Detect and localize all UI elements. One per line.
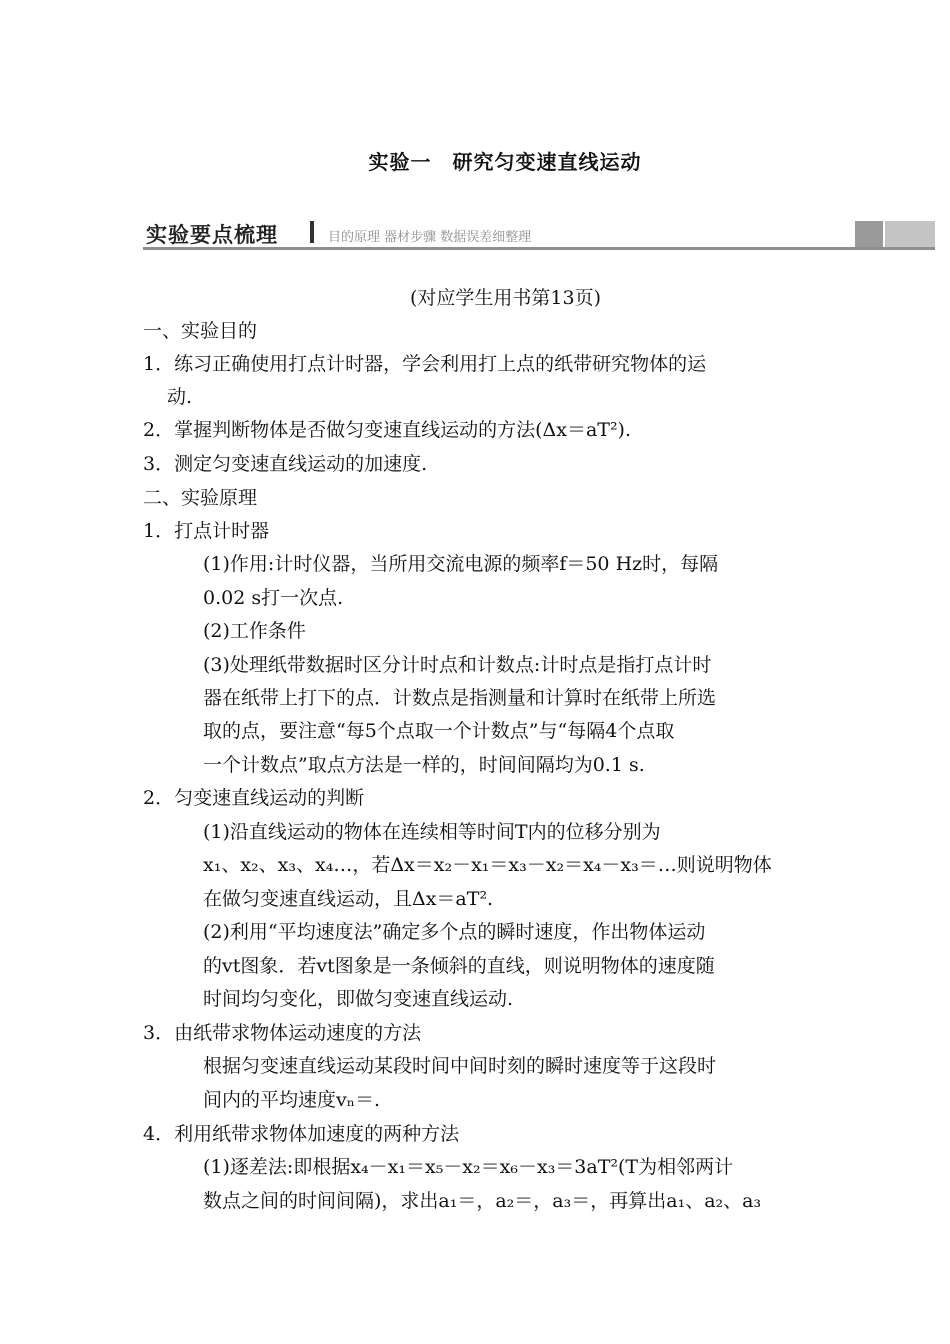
banner-subtitle: 目的原理 器材步骤 数据误差细整理 — [328, 230, 532, 245]
text-line: 3．测定匀变速直线运动的加速度. — [143, 453, 428, 475]
text-line: (3)处理纸带数据时区分计时点和计数点:计时点是指打点计时 — [203, 654, 712, 676]
text-line: 间内的平均速度vₙ＝. — [203, 1089, 380, 1111]
banner-block-light — [885, 221, 935, 247]
text-line: 1．练习正确使用打点计时器，学会利用打上点的纸带研究物体的运 — [143, 353, 707, 375]
subsection-heading: 3．由纸带求物体运动速度的方法 — [143, 1022, 422, 1044]
section-banner — [143, 216, 935, 250]
text-line: (1)逐差法:即根据x₄－x₁＝x₅－x₂＝x₆－x₃＝3aT²(T为相邻两计 — [203, 1156, 734, 1178]
text-line: (1)沿直线运动的物体在连续相等时间T内的位移分别为 — [203, 821, 661, 843]
section-heading: 一、实验目的 — [143, 320, 258, 342]
banner-block-dark — [855, 221, 883, 247]
section-heading: 二、实验原理 — [143, 487, 258, 509]
text-line: 在做匀变速直线运动，且Δx＝aT². — [203, 888, 494, 910]
text-line: 根据匀变速直线运动某段时间中间时刻的瞬时速度等于这段时 — [203, 1055, 717, 1077]
text-line: 的vt图象．若vt图象是一条倾斜的直线，则说明物体的速度随 — [203, 955, 715, 977]
text-line: 取的点，要注意“每5个点取一个计数点”与“每隔4个点取 — [203, 720, 675, 742]
subsection-heading: 1．打点计时器 — [143, 520, 270, 542]
text-line: (2)工作条件 — [203, 620, 306, 642]
text-line: 器在纸带上打下的点．计数点是指测量和计算时在纸带上所选 — [203, 687, 717, 709]
banner-divider — [310, 221, 314, 243]
text-line: x₁、x₂、x₃、x₄…，若Δx＝x₂－x₁＝x₃－x₂＝x₄－x₃＝…则说明物体 — [203, 854, 772, 876]
text-line: 2．掌握判断物体是否做匀变速直线运动的方法(Δx＝aT²). — [143, 419, 632, 441]
page-title: 实验一 研究匀变速直线运动 — [368, 150, 642, 174]
page-reference: (对应学生用书第13页) — [409, 287, 601, 309]
text-line: (2)利用“平均速度法”确定多个点的瞬时速度，作出物体运动 — [203, 921, 706, 943]
text-line: 时间均匀变化，即做匀变速直线运动. — [203, 988, 514, 1010]
text-line: 数点之间的时间间隔)，求出a₁＝，a₂＝，a₃＝，再算出a₁、a₂、a₃ — [203, 1190, 762, 1212]
text-line: (1)作用:计时仪器，当所用交流电源的频率f＝50 Hz时，每隔 — [203, 553, 719, 575]
text-line: 动. — [167, 386, 193, 408]
banner-rule — [143, 247, 935, 250]
subsection-heading: 2．匀变速直线运动的判断 — [143, 787, 365, 809]
banner-heading: 实验要点梳理 — [146, 223, 278, 247]
subsection-heading: 4．利用纸带求物体加速度的两种方法 — [143, 1123, 460, 1145]
text-line: 一个计数点”取点方法是一样的，时间间隔均为0.1 s. — [203, 754, 645, 776]
text-line: 0.02 s打一次点. — [203, 587, 344, 609]
